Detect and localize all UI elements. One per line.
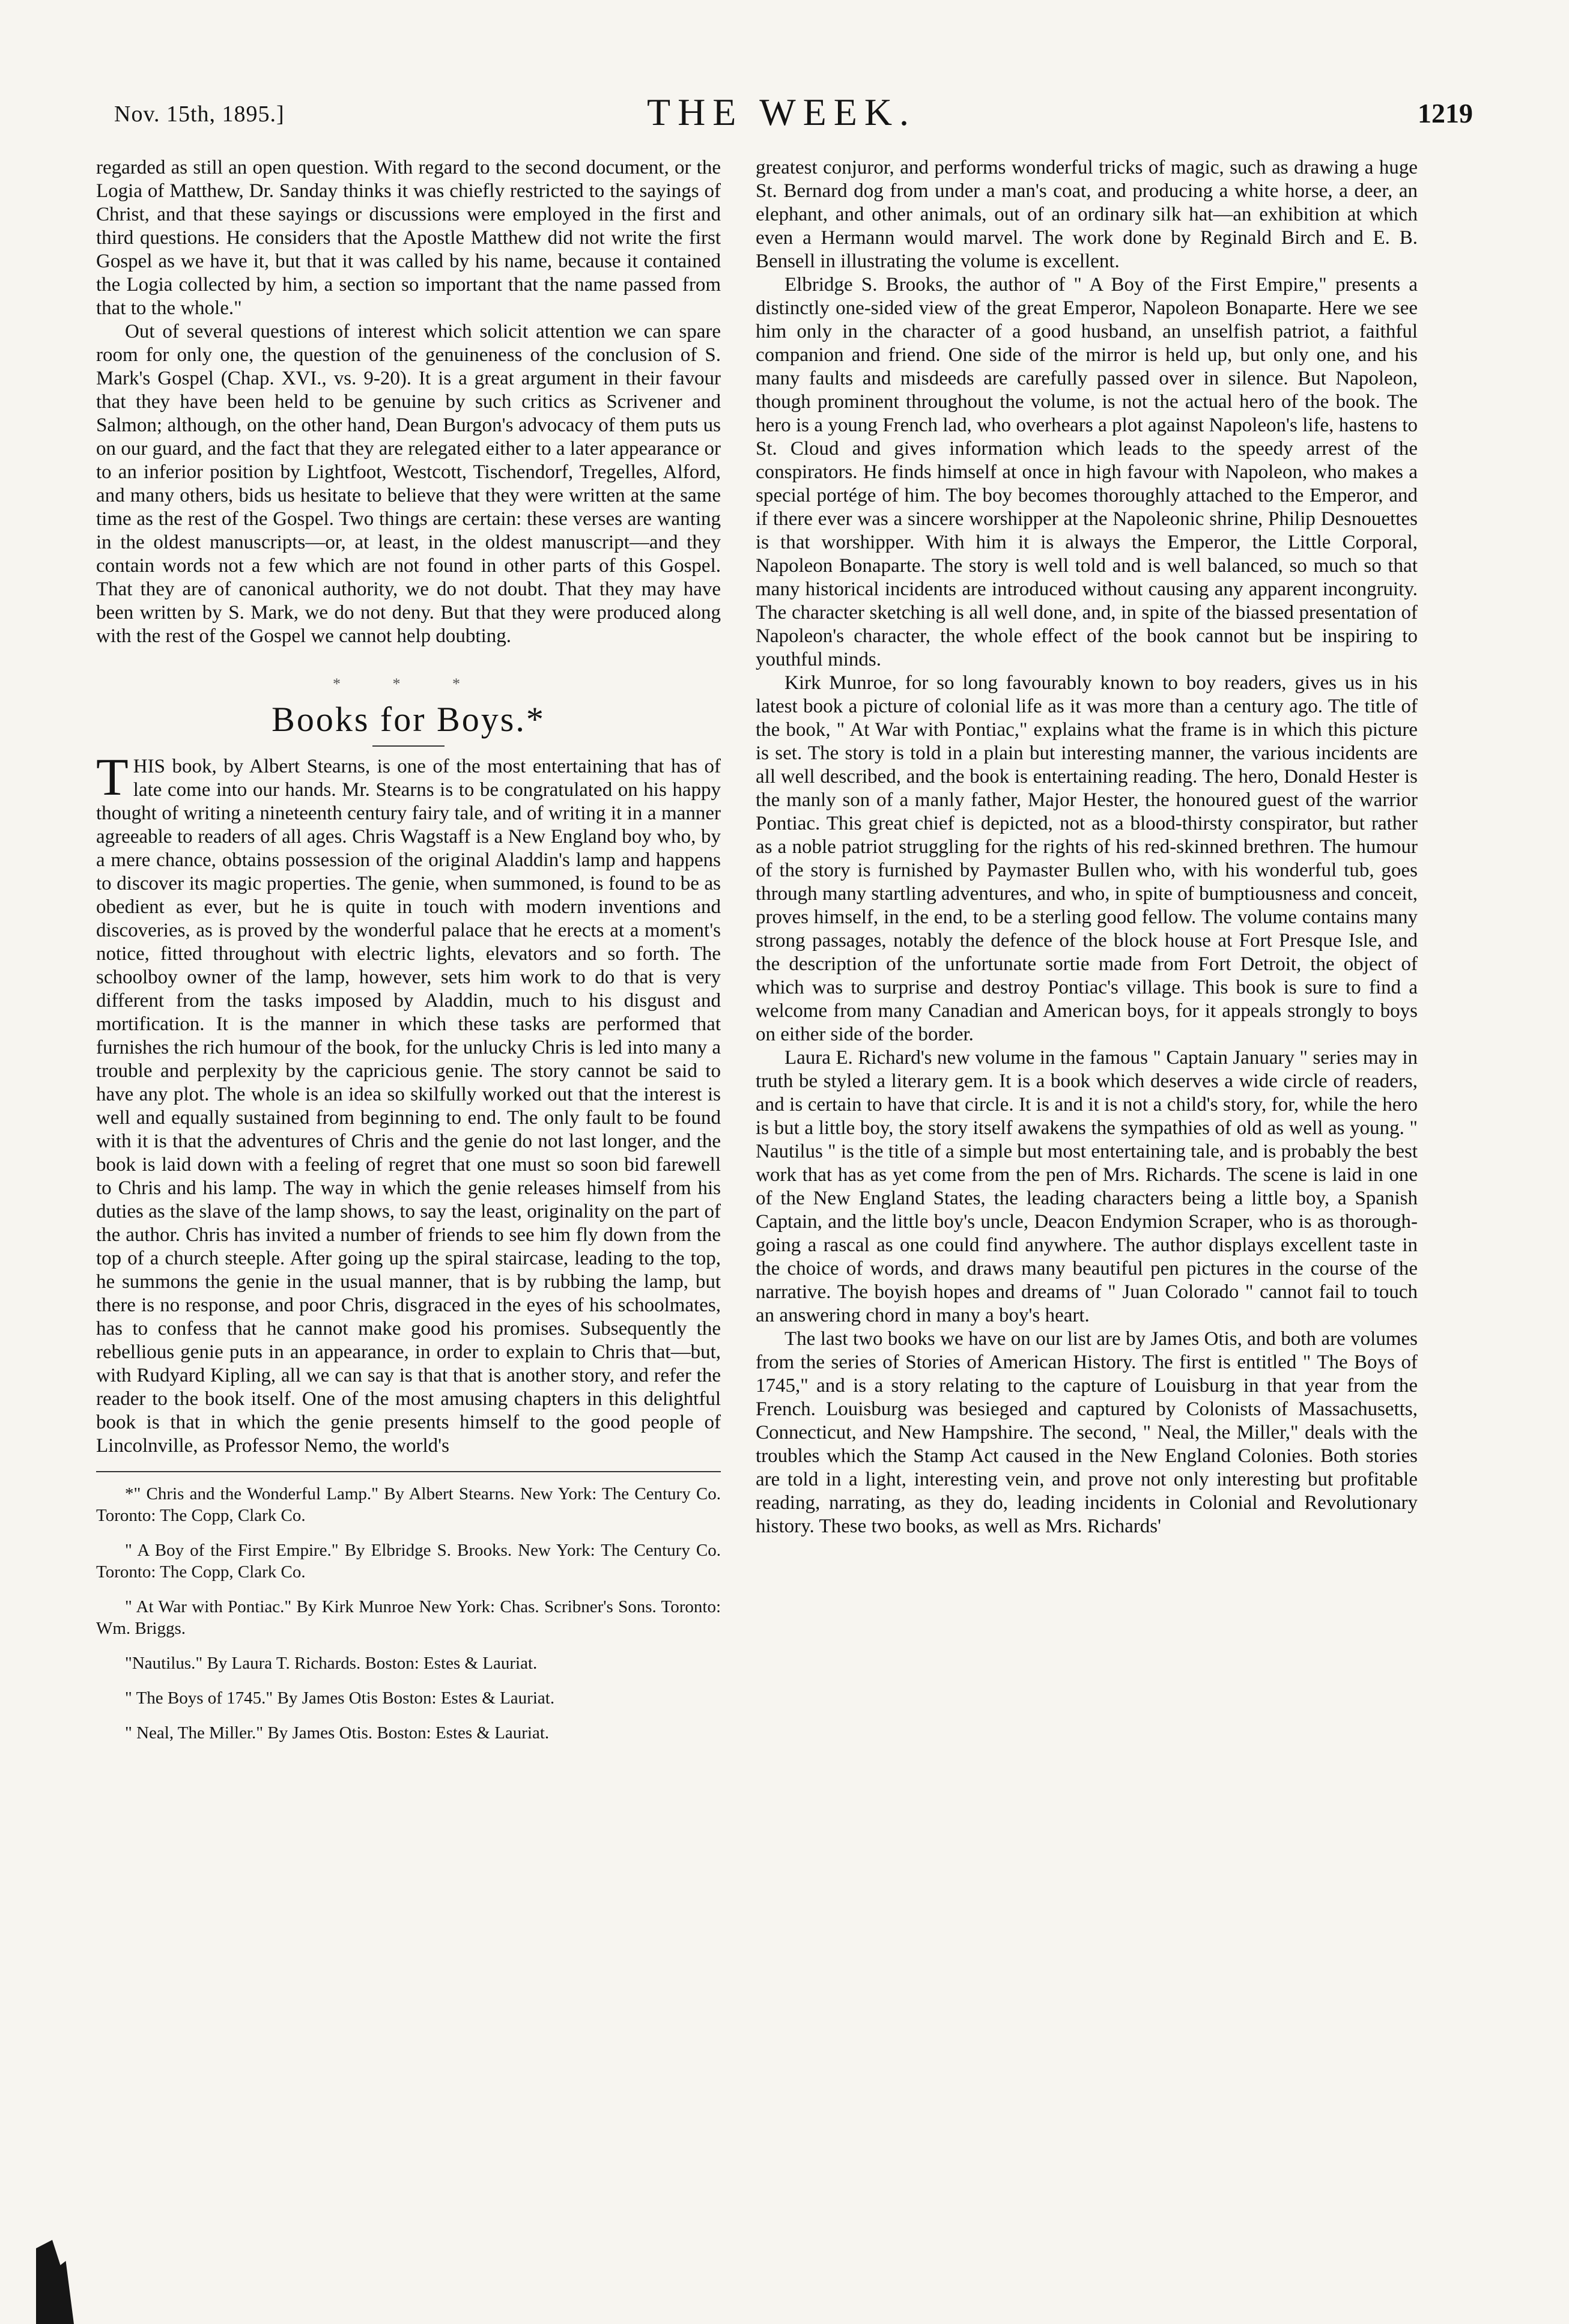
body-paragraph: The last two books we have on our list are by James Otis, and both are volumes from the series of Stories of American History. The first is entitled " The Boys of 1745," and is a story relating to the capture of Louisburg in that year from the French. Louisburg was besieged and captured by Colonists of Massachusetts, Connecticut, and New Hampshire. The second, " Neal, the Miller," deals with the troubles which the Stamp Act caused in the New England Colonies. Both stories are told in a light, interesting vein, and prove not only interesting but profitable reading, narrating, as they do, leading incidents in Colonial and Revolutionary history. These two books, as well as Mrs. Richards' xyxy=(756,1328,1418,1537)
body-paragraph: greatest conjuror, and performs wonderful tricks of magic, such as drawing a huge St. Bernard dog from under a man's coat, and producing a white horse, a deer, an elephant, and other animals, out of an ordinary silk hat—an exhibition at which even a Hermann would marvel. The work done by Reginald Birch and E. B. Bensell in illustrating the volume is excellent. xyxy=(756,157,1418,272)
footnote: " At War with Pontiac." By Kirk Munroe New York: Chas. Scribner's Sons. Toronto: Wm. Briggs. xyxy=(96,1597,721,1638)
body-paragraph: Kirk Munroe, for so long favourably known to boy readers, gives us in his latest book a picture of colonial life as it was more than a century ago. The title of the book, " At War with Pontiac," explains what the frame is in which this picture is set. The story is told in a plain but interesting manner, the various incidents are all well described, and the book is entertaining reading. The hero, Donald Hester is the manly son of a manly father, Major Hester, the honoured guest of the warrior Pontiac. This great chief is depicted, not as a blood-thirsty conspirator, but rather as a noble patriot struggling for the rights of his red-skinned brethren. The humour of the story is furnished by Paymaster Bullen who, with his wonderful tub, goes through many startling adventures, and who, in spite of bumptiousness and conceit, proves himself, in the end, to be a sterling good fellow. The volume contains many strong passages, notably the defence of the block house at Fort Presque Isle, and the description of the unfortunate sortie made from Fort Detroit, the object of which was to surprise and destroy Pontiac's village. This book is sure to find a welcome from many Canadian and American boys, for it appeals strongly to boys on either side of the border. xyxy=(756,672,1418,1045)
publication-title: THE WEEK. xyxy=(646,91,917,133)
body-paragraph: Elbridge S. Brooks, the author of " A Boy of the First Empire," presents a distinctly one-sided view of the great Emperor, Napoleon Bonaparte. Here we see him only in the character of a good husband, an unselfish patriot, a faithful companion and friend. One side of the mirror is held up, but only one, and his many faults and misdeeds are carefully passed over in silence. But Napoleon, though prominent throughout the volume, is not the actual hero of the book. The hero is a young French lad, who overhears a plot against Napoleon's life, hastens to St. Cloud and gives information which leads to the speedy arrest of the conspirators. He finds himself at once in high favour with Napoleon, who makes a special portége of him. The boy becomes thoroughly attached to the Emperor, and if there ever was a sincere worshipper at the Napoleonic shrine, Philip Desnouettes is that worshipper. With him it is always the Emperor, the Little Corporal, Napoleon Bonaparte. The story is well told and is well balanced, so much so that many historical incidents are introduced without causing any apparent incongruity. The character sketching is all well done, and, in spite of the biassed presentation of Napoleon's character, the whole effect of the book cannot but be inspiring to youthful minds. xyxy=(756,274,1418,670)
body-paragraph: Laura E. Richard's new volume in the famous " Captain January " series may in truth be styled a literary gem. It is a book which deserves a wide circle of readers, and is certain to have that circle. It is and it is not a child's story, for, while the hero is but a little boy, the story itself awakens the sympathies of old as well as young. " Nautilus " is the title of a simple but most entertaining tale, and is probably the best work that has as yet come from the pen of Mrs. Richards. The scene is laid in one of the New England States, the leading characters being a little boy, a Spanish Captain, and the little boy's uncle, Deacon Endymion Scraper, who is as thorough-going a rascal as one could find anywhere. The author displays excellent taste in the choice of words, and draws many beautiful pen pictures in the course of the narrative. The boyish hopes and dreams of " Juan Colorado " cannot fail to touch an answering chord in many a boy's heart. xyxy=(756,1047,1418,1326)
section-title: Books for Boys.* xyxy=(272,700,545,739)
footnote: " The Boys of 1745." By James Otis Boston: Estes & Lauriat. xyxy=(125,1688,555,1708)
body-paragraph: regarded as still an open question. With regard to the second document, or the Logia of Matthew, Dr. Sanday thinks it was chiefly restricted to the sayings of Christ, and that these sayings or discussions were employed in the first and third questions. He considers that the Apostle Matthew did not write the first Gospel as we have it, but that it was called by his name, because it contained the Logia collected by him, a section so important that the name passed from that to the whole." xyxy=(96,157,721,319)
scan-edge-artifact xyxy=(36,2240,90,2324)
footnote-divider xyxy=(96,1471,721,1472)
left-column xyxy=(96,156,721,1757)
footnote: " Neal, The Miller." By James Otis. Boston: Estes & Lauriat. xyxy=(125,1723,550,1743)
page-number: 1219 xyxy=(1418,98,1473,129)
right-column xyxy=(756,156,1418,1538)
section-divider xyxy=(372,745,445,747)
body-paragraph: Out of several questions of interest which solicit attention we can spare room for only one, the question of the genuineness of the conclusion of S. Mark's Gospel (Chap. XVI., vs. 9-20). It is a great argument in their favour that they have been held to be genuine by such critics as Scrivener and Salmon; although, on the other hand, Dean Burgon's advocacy of them puts us on our guard, and the fact that they are relegated either to a later appearance or to an inferior position by Lightfoot, Westcott, Tischendorf, Tregelles, Alford, and many others, bids us hesitate to believe that they were written at the same time as the rest of the Gospel. Two things are certain: these verses are wanting in the oldest manuscripts—or, at least, in the oldest manuscript—and they contain words not a few which are not found in other parts of this Gospel. That they are of canonical authority, we do not doubt. That they may have been written by S. Mark, we do not deny. But that they were produced along with the rest of the Gospel we cannot help doubting. xyxy=(96,321,721,647)
page-header xyxy=(90,90,1473,144)
drop-cap: T xyxy=(96,748,129,807)
footnote: " A Boy of the First Empire." By Elbridge S. Brooks. New York: The Century Co. Toronto: The Copp, Clark Co. xyxy=(96,1541,721,1582)
body-paragraph xyxy=(96,748,721,1458)
footnotes xyxy=(96,1483,721,1744)
footnote: "Nautilus." By Laura T. Richards. Boston: Estes & Lauriat. xyxy=(125,1654,538,1673)
section-ornament: * * * xyxy=(333,675,484,693)
issue-date: Nov. 15th, 1895.] xyxy=(114,102,285,127)
footnote: *" Chris and the Wonderful Lamp." By Albert Stearns. New York: The Century Co. Toronto: The Copp, Clark Co. xyxy=(96,1484,721,1525)
section-first-paragraph: HIS book, by Albert Stearns, is one of the most entertaining that has of late come into our hands. Mr. Stearns is to be congratulated on his happy thought of writing a nineteenth century fairy tale, and of writing it in a manner agreeable to readers of all ages. Chris Wagstaff is a New England boy who, by a mere chance, obtains possession of the original Aladdin's lamp and happens to discover its magic properties. The genie, when summoned, is found to be as obedient as ever, but he is quite in touch with modern inventions and discoveries, as is proved by the wonderful palace that he erects at a moment's notice, fitted throughout with electric lights, elevators and so forth. The schoolboy owner of the lamp, however, sets him work to do that is very different from the tasks imposed by Aladdin, much to his disgust and mortification. It is the manner in which these tasks are performed that furnishes the rich humour of the book, for the unlucky Chris is led into many a trouble and perplexity by the capricious genie. The story cannot be said to have any plot. The whole is an idea so skilfully worked out that the interest is well and equally sustained from beginning to end. The only fault to be found with it is that the adventures of Chris and the genie do not last longer, and the book is laid down with a feeling of regret that one must so soon bid farewell to Chris and his lamp. The way in which the genie releases himself from his duties as the slave of the lamp shows, to say the least, originality on the part of the author. Chris has invited a number of friends to see him fly down from the top of a church steeple. After going up the spiral staircase, leading to the top, he summons the genie in the usual manner, that is by rubbing the lamp, but there is no response, and poor Chris, disgraced in the eyes of his schoolmates, has to confess that he cannot make good his promises. Subsequently the rebellious genie puts in an appearance, in order to explain to Chris that—but, with Rudyard Kipling, all we can say is that that is another story, and refer the reader to the book itself. One of the most amusing chapters in this delightful book is that in which the genie presents himself to the good people of Lincolnville, as Professor Nemo, the world's xyxy=(96,756,721,1457)
